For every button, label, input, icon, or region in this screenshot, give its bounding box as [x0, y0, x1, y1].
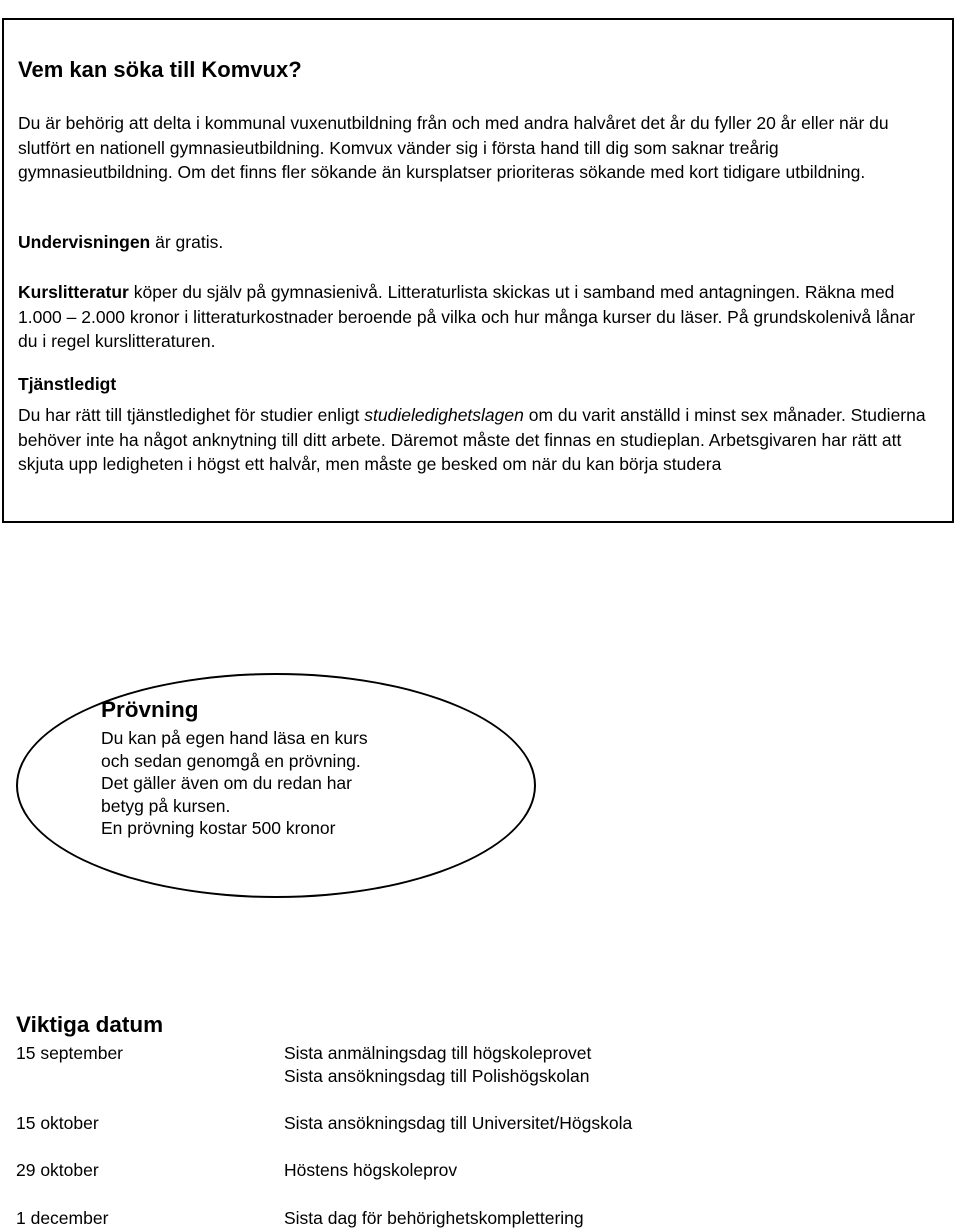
- date-label: 15 oktober: [16, 1113, 99, 1133]
- provning-line: och sedan genomgå en prövning.: [101, 750, 361, 771]
- date-events: [284, 1207, 934, 1230]
- leave-heading: Tjänstledigt: [18, 374, 117, 394]
- date-events: [284, 1112, 934, 1135]
- date-label: 1 december: [16, 1208, 109, 1228]
- literature-text: köper du själv på gymnasienivå. Litteraturlista skickas ut i samband med antagningen. Räkna med 1.000 – 2.000 kronor i litteraturkostnader beroende på vilka och hur många kurser du läser. På grundskolenivå lånar du i regel kurslitteraturen.: [18, 282, 915, 351]
- komvux-intro: Du är behörig att delta i kommunal vuxenutbildning från och med andra halvåret det år du fyller 20 år eller när du slutfört en nationell gymnasieutbildning. Komvux vänder sig i första hand till dig som saknar treårig gymnasieutbildning. Om det finns fler sökande än kursplatser prioriteras sökande med kort tidigare utbildning.: [18, 113, 889, 182]
- date-event: Sista dag för behörighetskomplettering: [284, 1208, 584, 1228]
- date-label: 29 oktober: [16, 1160, 99, 1180]
- provning-line: En prövning kostar 500 kronor: [101, 818, 336, 838]
- date-event: Sista anmälningsdag till högskoleprovet: [284, 1043, 592, 1063]
- teaching-paragraph: [18, 230, 938, 255]
- date-event: Sista ansökningsdag till Polishögskolan: [284, 1065, 590, 1086]
- literature-label: Kurslitteratur: [18, 282, 129, 302]
- literature-paragraph: [18, 280, 938, 354]
- provning-line: Det gäller även om du redan har: [101, 773, 352, 793]
- provning-line: betyg på kursen.: [101, 795, 231, 816]
- leave-paragraph: [18, 403, 938, 477]
- provning-title: Prövning: [101, 697, 199, 722]
- date-event: Höstens högskoleprov: [284, 1160, 458, 1180]
- provning-line: Du kan på egen hand läsa en kurs: [101, 728, 368, 748]
- date-label: 15 september: [16, 1043, 124, 1063]
- leave-text-pre: Du har rätt till tjänstledighet för studier enligt: [18, 405, 365, 425]
- leave-law: studieledighetslagen: [364, 405, 524, 425]
- teaching-text: är gratis.: [150, 232, 224, 252]
- dates-heading: Viktiga datum: [16, 1012, 164, 1037]
- date-event: Sista ansökningsdag till Universitet/Högskola: [284, 1113, 633, 1133]
- date-events: [284, 1159, 934, 1182]
- teaching-label: Undervisningen: [18, 232, 151, 252]
- leave-text-post: om du varit anställd i minst sex månader. Studierna behöver inte ha något anknytning till ditt arbete. Däremot måste det finnas en studieplan. Arbetsgivaren har rätt att skjuta upp ledigheten i högst ett halvår, men måste ge besked om när du kan börja studera: [18, 405, 926, 474]
- provning-content: [101, 697, 441, 840]
- date-events: [284, 1042, 934, 1087]
- komvux-heading: Vem kan söka till Komvux?: [18, 57, 302, 82]
